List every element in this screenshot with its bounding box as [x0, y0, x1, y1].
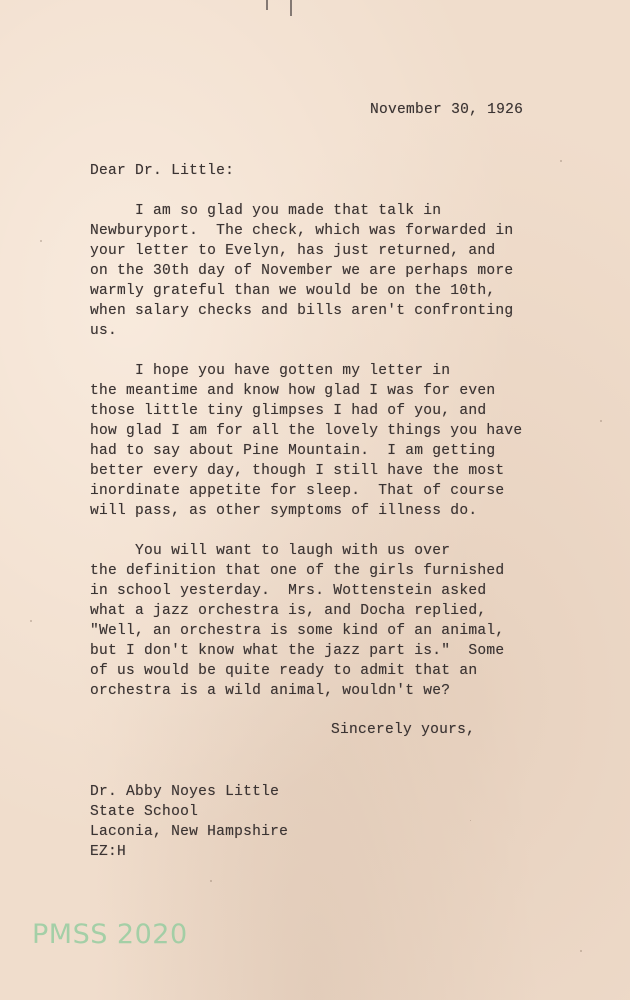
address-line: EZ:H — [90, 844, 127, 860]
paragraph-1-line: on the 30th day of November we are perhaps more — [90, 263, 514, 279]
paragraph-2-line: better every day, though I still have the most — [90, 463, 505, 479]
paragraph-3-line: but I don't know what the jazz part is." Some — [90, 643, 505, 659]
paragraph-3-line: of us would be quite ready to admit that an — [90, 663, 478, 679]
paragraph-1-line: us. — [90, 323, 118, 339]
archive-watermark: PMSS 2020 — [32, 919, 188, 950]
letter-date: November 30, 1926 — [370, 102, 524, 118]
paragraph-1-line: I am so glad you made that talk in — [90, 203, 442, 219]
paragraph-1-line: warmly grateful than we would be on the 10th, — [90, 283, 496, 299]
address-line: State School — [90, 804, 199, 820]
paragraph-2-line: I hope you have gotten my letter in — [90, 363, 451, 379]
paper-speck — [210, 880, 212, 882]
paragraph-3-line: orchestra is a wild animal, wouldn't we? — [90, 683, 451, 699]
paper-speck — [600, 420, 602, 422]
paper-speck — [580, 950, 582, 952]
address-line: Dr. Abby Noyes Little — [90, 784, 280, 800]
paragraph-3-line: the definition that one of the girls furnished — [90, 563, 505, 579]
paper-speck — [40, 240, 42, 242]
paragraph-1-line: your letter to Evelyn, has just returned, and — [90, 243, 496, 259]
paragraph-3-line: what a jazz orchestra is, and Docha replied, — [90, 603, 487, 619]
paragraph-3-line: in school yesterday. Mrs. Wottenstein asked — [90, 583, 487, 599]
paragraph-2-line: those little tiny glimpses I had of you, and — [90, 403, 487, 419]
top-ink-mark — [266, 0, 268, 10]
paragraph-2-line: inordinate appetite for sleep. That of course — [90, 483, 505, 499]
paragraph-2-line: will pass, as other symptoms of illness do. — [90, 503, 478, 519]
paragraph-2-line: how glad I am for all the lovely things you have — [90, 423, 523, 439]
paper-speck — [560, 160, 562, 162]
paragraph-1-line: when salary checks and bills aren't confronting — [90, 303, 514, 319]
paragraph-2-line: had to say about Pine Mountain. I am getting — [90, 443, 496, 459]
paragraph-3-line: "Well, an orchestra is some kind of an animal, — [90, 623, 505, 639]
paragraph-3-line: You will want to laugh with us over — [90, 543, 451, 559]
address-line: Laconia, New Hampshire — [90, 824, 289, 840]
top-ink-mark — [290, 0, 292, 16]
paper-speck — [470, 820, 471, 821]
paper-speck — [30, 620, 32, 622]
letter-salutation: Dear Dr. Little: — [90, 163, 235, 179]
paragraph-2-line: the meantime and know how glad I was for even — [90, 383, 496, 399]
paragraph-1-line: Newburyport. The check, which was forwarded in — [90, 223, 514, 239]
letter-closing: Sincerely yours, — [331, 722, 476, 738]
